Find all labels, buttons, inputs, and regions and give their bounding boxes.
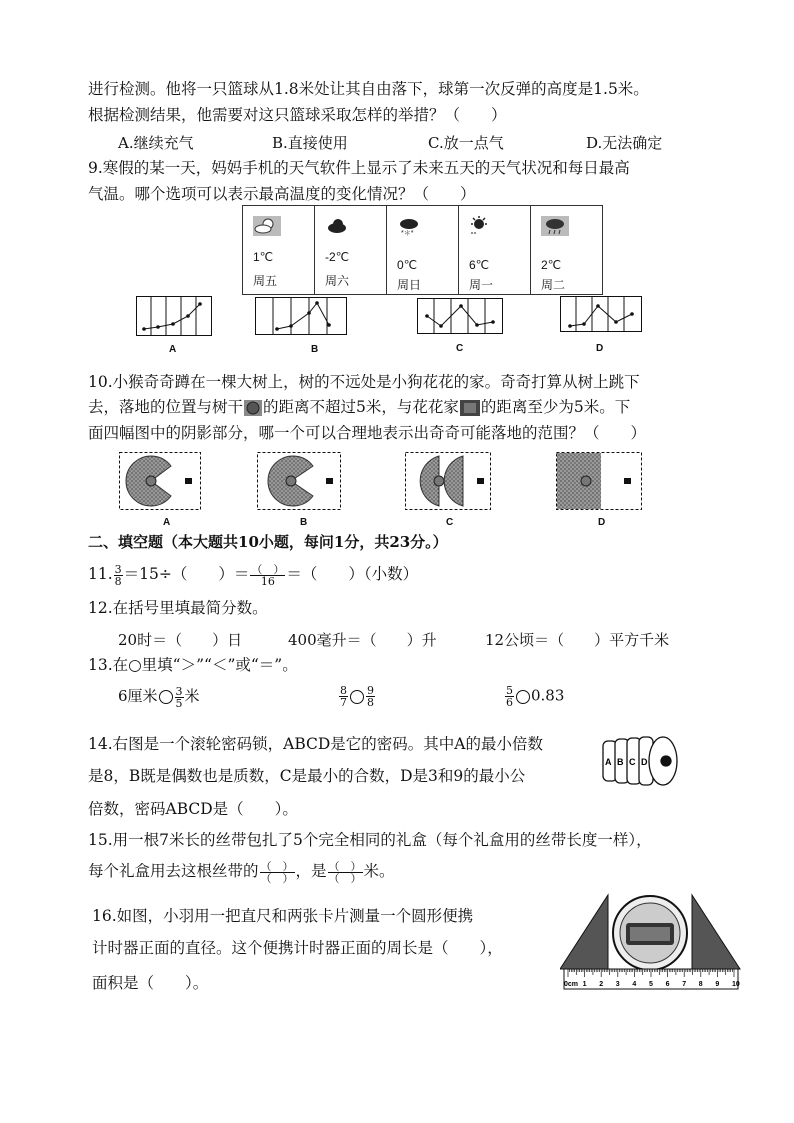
weather-table — [242, 205, 603, 295]
q8-option-d: D.无法确定 — [586, 134, 663, 152]
q11-blank-fraction[interactable]: $\frac{( )}{16}$ — [251, 562, 285, 588]
lock-wheel-a: A — [605, 757, 612, 767]
weather-temp: 6℃ — [469, 258, 490, 272]
q8-option-a: A.继续充气 — [118, 134, 194, 152]
ruler-label: 4 — [632, 981, 637, 988]
q15-line2: 每个礼盒用去这根丝带的 $\frac{( )}{( )}$ ，是 $\frac{( )}{( )}$ 米。 — [88, 859, 395, 885]
q12-a[interactable]: 20时＝（ ）日 — [118, 631, 243, 649]
weather-day-cell — [243, 206, 315, 295]
ruler-label: 10 — [732, 981, 740, 988]
q11-tail: ＝（ ）（小数） — [286, 565, 419, 583]
ruler-label: 0cm — [564, 981, 579, 988]
q10-choice-b-label: B — [300, 517, 308, 528]
combination-lock-figure — [599, 735, 683, 787]
q10-choice-b-figure[interactable] — [257, 452, 341, 510]
q8-option-b: B.直接使用 — [272, 134, 348, 152]
q9-choice-c-label: C — [456, 343, 464, 354]
ruler-label: 1 — [582, 981, 587, 988]
q9-choice-c-graph[interactable] — [417, 298, 503, 334]
weather-temp: -2℃ — [325, 250, 350, 264]
q13-a: 6厘米 $\frac{3}{5}$ 米 — [118, 684, 200, 710]
snow-cloud-icon — [397, 216, 425, 236]
q12-c[interactable]: 12公顷＝（ ）平方千米 — [485, 631, 670, 649]
q14-line3: 倍数，密码ABCD是（ ）。 — [88, 800, 298, 818]
q10-line2-c: 的距离至少为5米。下 — [480, 398, 631, 416]
q16-line3: 面积是（ ）。 — [92, 974, 209, 992]
ruler-timer-figure — [560, 893, 744, 993]
q11-fraction: $\frac{3}{8}$ — [114, 562, 122, 588]
compare-circle[interactable] — [516, 690, 530, 704]
q14-line1: 14.右图是一个滚轮密码锁，ABCD是它的密码。其中A的最小倍数 — [88, 735, 544, 753]
lock-wheel-c: C — [629, 757, 636, 767]
sun-icon — [469, 216, 497, 236]
q10-choice-c-figure[interactable] — [405, 452, 491, 510]
q8-line2: 根据检测结果，他需要对这只篮球采取怎样的举措？（ ） — [88, 106, 507, 124]
cloud-icon — [325, 216, 353, 236]
ruler-label: 7 — [682, 981, 687, 988]
ruler-label: 8 — [698, 981, 703, 988]
weather-day: 周一 — [469, 278, 494, 292]
q10-line2-b: 的距离不超过5米，与花花家 — [263, 398, 459, 416]
q9-choice-a-label: A — [169, 344, 177, 355]
weather-day-cell — [459, 206, 531, 295]
weather-day: 周六 — [325, 274, 350, 288]
q16-line1: 16.如图，小羽用一把直尺和两张卡片测量一个圆形便携 — [92, 907, 474, 925]
q15-blank-fraction-1[interactable]: $\frac{( )}{( )}$ — [260, 859, 294, 885]
q10-choice-a-label: A — [163, 517, 171, 528]
svg-text:*＊*: *＊* — [401, 230, 414, 236]
ruler-label: 3 — [615, 981, 620, 988]
q9-choice-d-label: D — [596, 343, 604, 354]
weather-day-cell — [315, 206, 387, 295]
weather-temp: 2℃ — [541, 258, 562, 272]
ruler-label: 9 — [715, 981, 720, 988]
ruler-label: 6 — [665, 981, 670, 988]
weather-temp: 1℃ — [253, 250, 274, 264]
q14-line2: 是8，B既是偶数也是质数，C是最小的合数，D是3和9的最小公 — [88, 767, 526, 785]
q15-blank-fraction-2[interactable]: $\frac{( )}{( )}$ — [328, 859, 362, 885]
weather-day-cell — [531, 206, 603, 295]
ruler-label: 2 — [599, 981, 604, 988]
q8-option-c: C.放一点气 — [428, 134, 504, 152]
compare-circle[interactable] — [350, 690, 364, 704]
q9-line1: 9.寒假的某一天，妈妈手机的天气软件上显示了未来五天的天气状况和每日最高 — [88, 159, 630, 177]
q10-choice-d-label: D — [598, 517, 606, 528]
q11-mid: ＝15÷（ ）＝ — [123, 565, 250, 583]
q13-c: $\frac{5}{6}$ 0.83 — [506, 684, 565, 709]
rain-cloud-icon — [541, 216, 569, 236]
tree-trunk-icon — [243, 399, 263, 417]
q9-choice-b-graph[interactable] — [255, 297, 347, 335]
q10-line3: 面四幅图中的阴影部分，哪一个可以合理地表示出奇奇可能落地的范围？（ ） — [88, 424, 647, 442]
ruler-label: 5 — [649, 981, 653, 988]
q15-line1: 15.用一根7米长的丝带包扎了5个完全相同的礼盒（每个礼盒用的丝带长度一样）， — [88, 831, 652, 849]
q10-line2 — [88, 396, 630, 418]
q10-choice-c-label: C — [446, 517, 454, 528]
weather-day: 周二 — [541, 278, 566, 292]
q16-line2: 计时器正面的直径。这个便携计时器正面的周长是（ ）， — [92, 939, 503, 957]
q10-line1: 10.小猴奇奇蹲在一棵大树上，树的不远处是小狗花花的家。奇奇打算从树上跳下 — [88, 373, 640, 391]
q8-line1: 进行检测。他将一只篮球从1.8米处让其自由落下，球第一次反弹的高度是1.5米。 — [88, 80, 649, 98]
q9-choice-b-label: B — [311, 344, 319, 355]
lock-wheel-d: D — [641, 757, 648, 767]
q9-choice-a-graph[interactable] — [136, 296, 212, 336]
dog-house-icon — [459, 399, 481, 417]
q11 — [88, 563, 418, 587]
q10-choice-a-figure[interactable] — [119, 452, 201, 510]
weather-temp: 0℃ — [397, 258, 418, 272]
lock-wheel-b: B — [617, 757, 624, 767]
q13-title: 13.在○里填“＞”“＜”或“＝”。 — [88, 656, 298, 674]
q9-line2: 气温。哪个选项可以表示最高温度的变化情况？（ ） — [88, 185, 476, 203]
q13-b: $\frac{8}{7}$ $\frac{9}{8}$ — [340, 684, 374, 709]
sun-cloud-icon — [253, 216, 281, 236]
q11-number: 11. — [88, 565, 113, 583]
section-2-heading: 二、填空题（本大题共10小题，每问1分，共23分。） — [88, 533, 448, 551]
q10-choice-d-figure[interactable] — [556, 452, 642, 510]
q10-line2-a: 去，落地的位置与树干 — [88, 398, 244, 416]
q12-b[interactable]: 400毫升＝（ ）升 — [288, 631, 437, 649]
q12-title: 12.在括号里填最简分数。 — [88, 599, 268, 617]
weather-day-cell — [387, 206, 459, 295]
weather-day: 周五 — [253, 274, 278, 288]
q9-choice-d-graph[interactable] — [560, 296, 642, 332]
weather-day: 周日 — [397, 278, 422, 292]
compare-circle[interactable] — [159, 690, 173, 704]
